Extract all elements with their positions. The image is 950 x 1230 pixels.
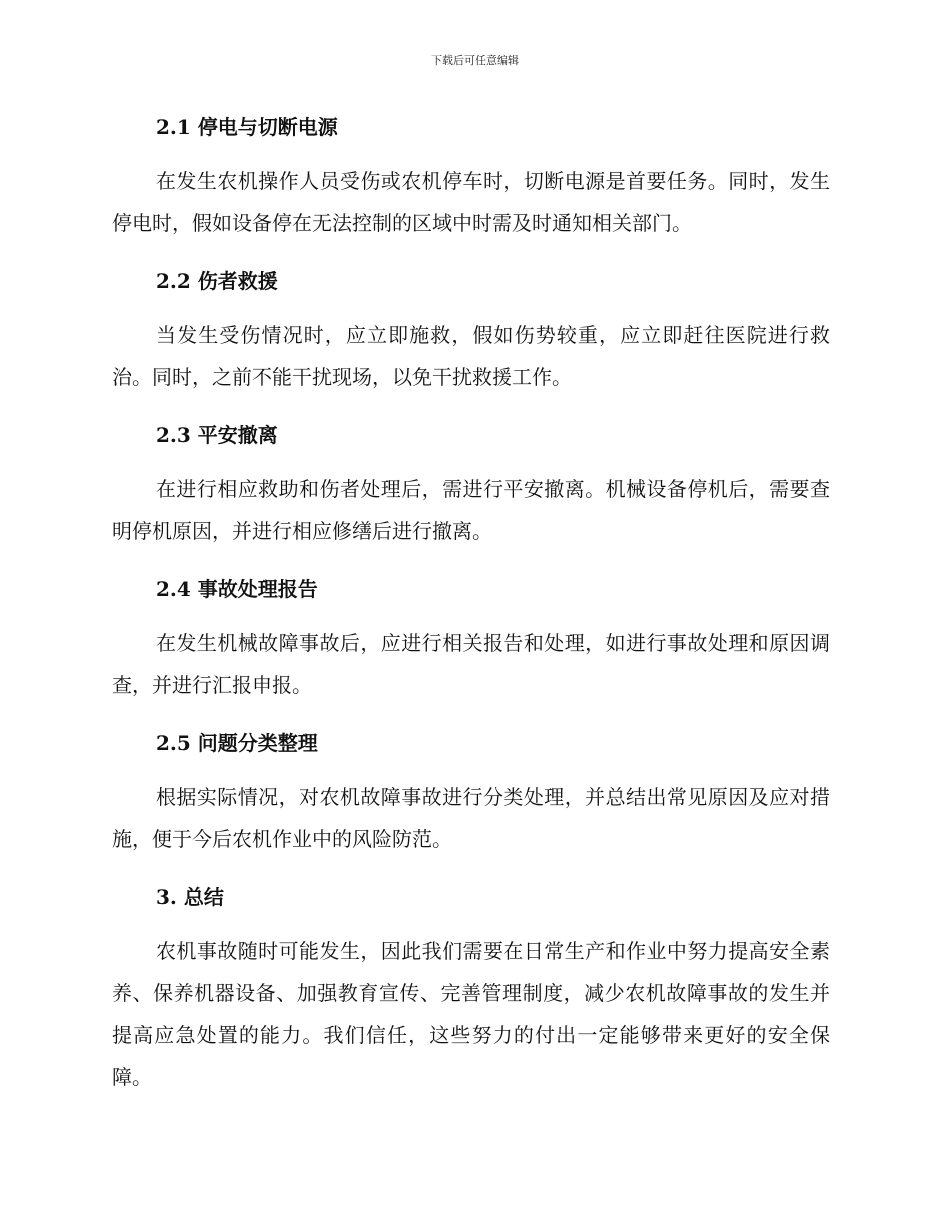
section-paragraph-2-1: 在发生农机操作人员受伤或农机停车时，切断电源是首要任务。同时，发生停电时，假如设备停在无法控制的区域中时需及时通知相关部门。 — [112, 169, 830, 235]
section-paragraph-2-5: 根据实际情况，对农机故障事故进行分类处理，并总结出常见原因及应对措施，便于今后农机作业中的风险防范。 — [112, 785, 830, 851]
section-paragraph-2-4: 在发生机械故障事故后，应进行相关报告和处理，如进行事故处理和原因调查，并进行汇报申报。 — [112, 631, 830, 697]
section-heading-2-1: 2.1 停电与切断电源 — [156, 115, 338, 139]
document-body — [112, 108, 830, 1098]
section-heading-2-5: 2.5 问题分类整理 — [156, 731, 318, 755]
page-header: 下载后可任意编辑 — [431, 54, 519, 67]
section-paragraph-3: 农机事故随时可能发生，因此我们需要在日常生产和作业中努力提高安全素养、保养机器设备、加强教育宣传、完善管理制度，减少农机故障事故的发生并提高应急处置的能力。我们信任，这些努力的付出一定能够带来更好的安全保障。 — [112, 939, 830, 1089]
section-heading-2-4: 2.4 事故处理报告 — [156, 577, 318, 601]
section-heading-2-3: 2.3 平安撤离 — [156, 423, 278, 447]
section-heading-2-2: 2.2 伤者救援 — [156, 269, 278, 293]
section-paragraph-2-2: 当发生受伤情况时，应立即施救，假如伤势较重，应立即赶往医院进行救治。同时，之前不能干扰现场，以免干扰救援工作。 — [112, 323, 830, 389]
section-paragraph-2-3: 在进行相应救助和伤者处理后，需进行平安撤离。机械设备停机后，需要查明停机原因，并进行相应修缮后进行撤离。 — [112, 477, 830, 543]
section-heading-3: 3. 总结 — [156, 885, 224, 909]
